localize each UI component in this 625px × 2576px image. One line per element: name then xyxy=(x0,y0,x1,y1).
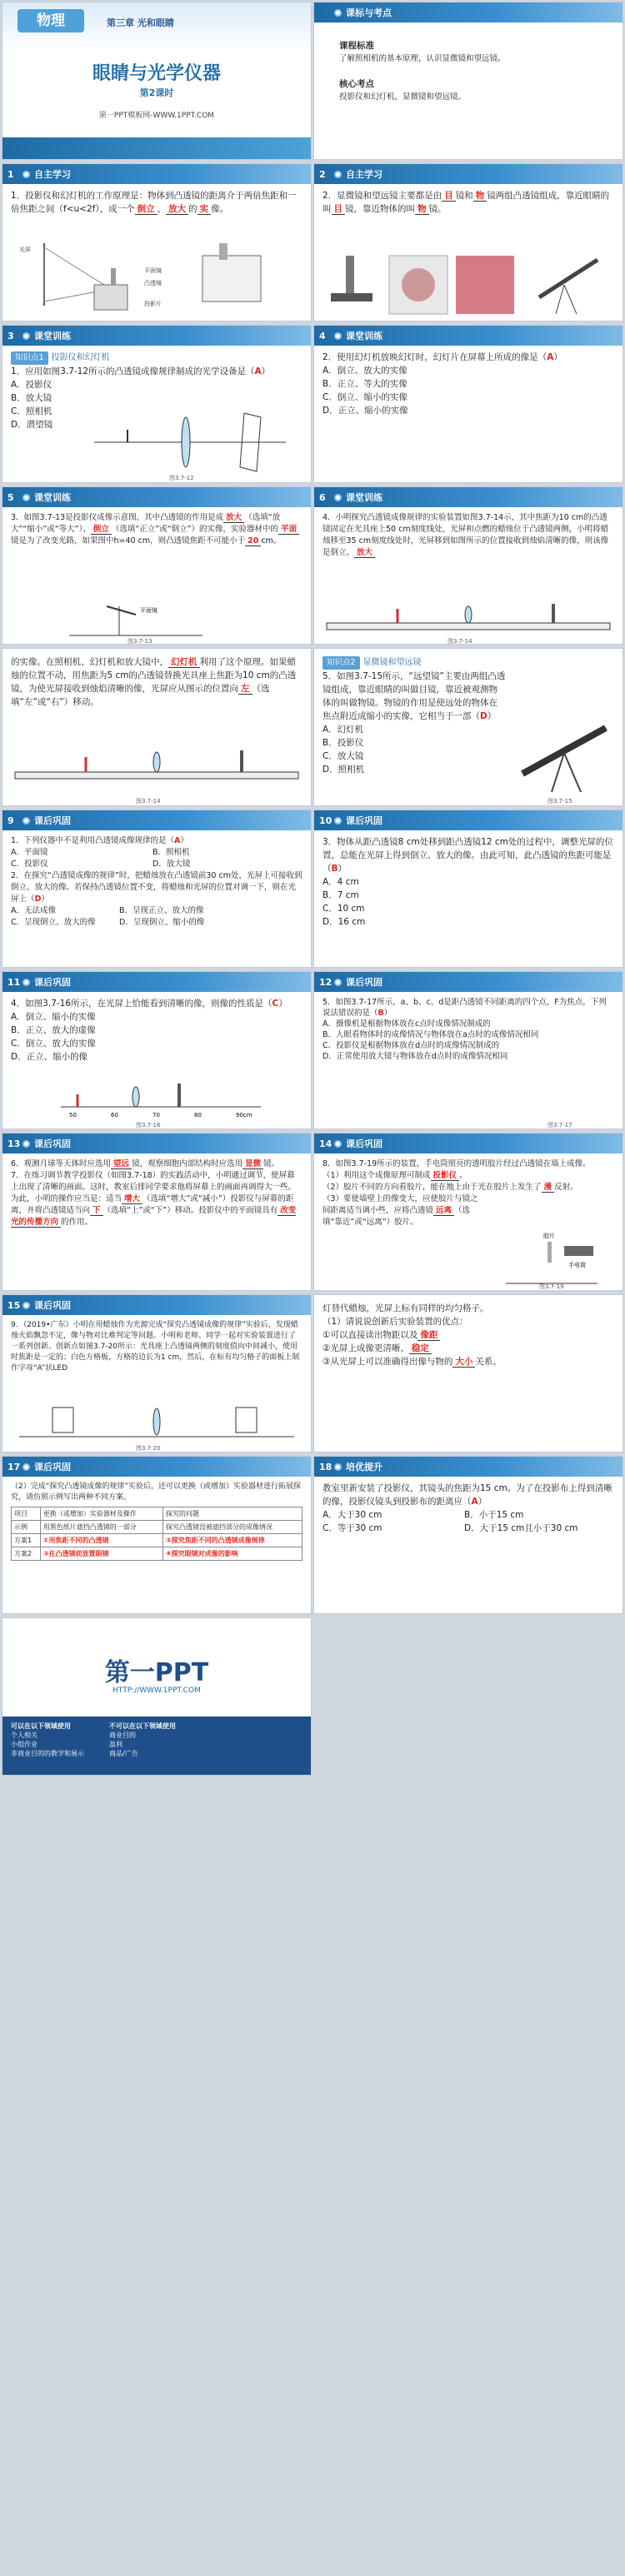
paragraph: 了解照相机的基本原理，认识显微镜和望远镜。 xyxy=(339,54,506,63)
slide-review7: 15 课后巩固 9．（2019•广东）小明在用蜡烛作为光源完成“探究凸透镜成像的规律”实验后，发现蜡烛火焰飘忽不定，像与物对比难判定等问题。小明和老师、同学一起对实验装置进行了一系列创新。创新点如图3.7-20所示：光具座上凸透镜两侧的刻度值向中间减小，使用时焦距是一定的；白色方格板，方格的边长为1 cm，然后，在标有均匀格子的面板上制作字母“A”状LED 图3.7-20 xyxy=(2,1294,312,1452)
slide-standards xyxy=(313,2,623,160)
slide-advanced: 18 培优提升 教室里新安装了投影仪，其镜头的焦距为15 cm。为了在投影布上得到清晰的像，投影仪镜头到投影布的距离应（A） A．大于30 cm B．小于15 cm C．等于30 cm D．大于15 cm且小于30 cm xyxy=(313,1456,623,1614)
slide-q7: 知识点2 显微镜和望远镜 5．如图3.7-15所示，“远望镜”主要由两组凸透镜组成，靠近眼睛的叫做目镜，靠近被观测物体的叫做物镜。物镜的作用是使远处的物体在焦点附近成缩小的实像，它相当于一部（D） A．幻灯机 B．投影仪 C．放大镜 D．照相机 图3.7-15 xyxy=(313,648,623,806)
telescope-image xyxy=(514,715,614,795)
slide-heading: 自主学习 xyxy=(34,169,71,180)
slide-review1: 9 课后巩固 1．下列仪器中不是利用凸透镜成像规律的是（A） A．平面镜 B．照相机 C．投影仪 D．放大镜 2．在探究“凸透镜成像的规律”时，把蜡烛放在凸透镜前30 cm处，光屏上可接收到倒立、放大的像。若保持凸透镜位置不变，将蜡烛和光屏的位置对调一下，则在光屏上（D） A．无法成像 B．呈现正立、放大的像 C．呈现倒立、放大的像 D．呈现倒立、缩小的像 xyxy=(2,810,312,968)
slide-heading: 课后巩固 xyxy=(34,1462,71,1472)
slide-q3: 3 课堂训练 知识点1 投影仪和幻灯机 1．应用如图3.7-12所示的凸透镜成像规律制成的光学设备是（A） A．投影仪 B．放大镜 C．照相机 D．潜望镜 图3.7-12 xyxy=(2,325,312,483)
slide-heading: 课堂训练 xyxy=(34,492,71,503)
svg-text:60: 60 xyxy=(111,1112,118,1119)
slide-review2: 10 课后巩固 3．物体从距凸透镜8 cm处移到距凸透镜12 cm处的过程中，调整光屏的位置，总能在光屏上得到倒立、放大的像。由此可知，此凸透镜的焦距可能是（B） A．4 cm B．7 cm C．10 cm D．16 cm xyxy=(313,810,623,968)
slide-q6-cont: 的实像。在照相机、幻灯机和放大镜中， 幻灯机 利用了这个原理。如果蜡烛的位置不动，用焦距为5 cm的凸透镜替换光具座上焦距为10 cm的凸透镜，为使光屏接收到烛焰清晰的像，光屏应从图示的位置向 左 （选填“左”或“右”）移动。 图3.7-14 xyxy=(2,648,312,806)
slide-heading: 课后巩固 xyxy=(34,1300,71,1311)
slide-cover xyxy=(2,2,312,160)
section-heading: 核心考点 xyxy=(339,79,374,89)
svg-text:70: 70 xyxy=(152,1112,160,1119)
microscope-telescope-images xyxy=(322,247,614,318)
slide-heading: 课后巩固 xyxy=(346,815,382,826)
projector-diagram xyxy=(11,239,302,318)
flashlight-diagram xyxy=(498,1225,614,1288)
slide-heading: 课堂训练 xyxy=(34,331,71,341)
footer-text: 第一PPT模板网-WWW.1PPT.COM xyxy=(98,112,215,120)
svg-text:手电筒: 手电筒 xyxy=(568,1262,586,1268)
optical-bench xyxy=(322,602,614,635)
slide-q5: 5 课堂训练 3．如图3.7-13是投影仪成像示意图，其中凸透镜的作用是成 放大 （选填“放大”“缩小”或“等大”）、 倒立 （选填“正立”或“倒立”）的实像，实验器材中的 平面镜是为了改变光路，如果图中h=40 cm，则凸透镜焦距不可能小于 20 cm。 平面镜 图3.7-13 xyxy=(2,486,312,645)
led-grid-diagram xyxy=(19,1403,294,1441)
paragraph: 投影仪和幻灯机，显微镜和望远镜。 xyxy=(339,92,467,102)
svg-text:凸透镜: 凸透镜 xyxy=(144,280,162,286)
section-heading: 课程标准 xyxy=(339,41,374,51)
slide-heading: 课堂训练 xyxy=(346,331,382,341)
answer: 实 xyxy=(198,204,212,215)
slide-heading: 课堂训练 xyxy=(346,492,382,503)
slide-heading: 课后巩固 xyxy=(346,1139,382,1149)
slide-review4: 12 课后巩固 5．如图3.7-17所示，a、b、c、d是距凸透镜不同距离的四个点，F为焦点，下列说法错误的是（B） A．摄像机是根据物体放在c点时成像情况制成的 B．人眼看物体时的成像情况与物体放在a点时的成像情况相同 C．投影仪是根据物体放在d点时的成像情况制成的 D．正常使用放大镜与物体放在d点时的成像情况相同 图3.7-17 xyxy=(313,971,623,1129)
slide-heading: 课后巩固 xyxy=(34,815,71,826)
answer: 倒立 xyxy=(135,204,158,215)
slide-review3: 11 课后巩固 4．如图3.7-16所示，在光屏上恰能看到清晰的像，则像的性质是（C） A．倒立、缩小的实像 B．正立、放大的虚像 C．倒立、放大的实像 D．正立、缩小的像 50 60 70 80 90cm 图3.7-16 xyxy=(2,971,312,1129)
svg-text:投影片: 投影片 xyxy=(144,301,162,307)
slide-heading: 课后巩固 xyxy=(34,977,71,988)
slide-heading: 课后巩固 xyxy=(34,1139,71,1149)
experiment-table: 项目 更换（或增加）实验器材及操作 探究的问题 示例 用黑色纸片遮挡凸透镜的一部分 探究凸透镜没被遮挡部分的成像情况 方案1 ①用焦距不同的凸透镜 ②探究焦距不同的凸透镜成像规律 方案2 ③在凸透镜前放置眼镜 ④探究眼镜对成像的影响 xyxy=(11,1507,302,1561)
answer: 放大 xyxy=(166,204,188,215)
svg-text:光屏: 光屏 xyxy=(19,247,31,253)
knowledge-tag: 知识点1 xyxy=(11,351,48,365)
slide-q6: 6 课堂训练 4．小明探究凸透镜成像规律的实验装置如图3.7-14示，其中焦距为10 cm的凸透镜固定在光具座上50 cm刻度线处，光屏和点燃的蜡烛位于凸透镜两侧，小明将蜡烛移至35 cm刻度线处时，光屏移到如图所示的位置接收到烛焰清晰的像，则该像是倒立、 放大 图3.7-14 xyxy=(313,486,623,645)
svg-text:胶片: 胶片 xyxy=(543,1233,555,1239)
projector-schematic xyxy=(52,602,219,640)
site-url: HTTP://WWW.1PPT.COM xyxy=(112,1687,201,1695)
slide-number: 1 xyxy=(8,168,14,180)
slide-q4: 4 课堂训练 2．使用幻灯机放映幻灯时，幻灯片在屏幕上所成的像是（A） A．倒立、放大的实像 B．正立、等大的实像 C．倒立、缩小的实像 D．正立、缩小的实像 xyxy=(313,325,623,483)
lesson-label: 第2课时 xyxy=(139,87,174,98)
svg-text:80: 80 xyxy=(194,1112,202,1119)
svg-text:90cm: 90cm xyxy=(236,1112,252,1119)
slide-review7-cont: 灯替代蜡烛，光屏上标有同样的均匀格子。 （1）请说说创新后实验装置的优点： ①可以直接读出物距以及 像距 ②光屏上成像更清晰、 稳定 ③从光屏上可以准确得出像与物的 大小 关系。 xyxy=(313,1294,623,1452)
slide-review6: 14 课后巩固 8．如图3.7-19所示的装置，手电筒照亮的透明胶片经过凸透镜在墙上成像。 （1）利用这个成像原理可制成 投影仪 。 （2）胶片不同的方向看胶片，能在地上由于光在胶片上发生了 漫 反射。 （3）要使墙壁上的像变大，应使胶片与镜之间距离适当调小些，应将凸透镜 远离 （选填“靠近”或“远离”）胶片。 胶片 手电筒 图3.7-19 xyxy=(313,1133,623,1291)
logo: 第一PPT xyxy=(104,1658,209,1687)
ruler-diagram xyxy=(52,1082,269,1119)
slide-heading: 培优提升 xyxy=(346,1462,382,1472)
slide-heading: 课标与考点 xyxy=(346,7,392,18)
chapter-title: 第三章 光和眼睛 xyxy=(107,17,174,28)
svg-text:平面镜: 平面镜 xyxy=(140,607,158,614)
slide-end: 第一PPT HTTP://WWW.1PPT.COM 可以在以下领域使用 个人相关 小组作业 非商业目的的教学和展示 不可以在以下领域使用 商业目的 盈利 商品/广告 xyxy=(2,1617,312,1776)
subject-badge: 物理 xyxy=(18,9,84,32)
slide-heading: 自主学习 xyxy=(346,169,382,180)
page-title: 眼睛与光学仪器 xyxy=(92,63,221,84)
slide-review8: 17 课后巩固 （2）完成“探究凸透镜成像的规律”实验后，还可以更换（或增加）实验器材进行拓展探究，请仿照示例写出两种不同方案。 项目 更换（或增加）实验器材及操作 探究的问题 示例 用黑色纸片遮挡凸透镜的一部分 探究凸透镜没被遮挡部分的成像情况 方案1 ①用焦距不同的凸透镜 ②探究焦距不同的凸透镜成像规律 方案2 ③在凸透镜前放置眼镜 ④探究眼镜对成像的影响 xyxy=(2,1456,312,1614)
svg-text:50: 50 xyxy=(69,1112,77,1119)
lens-diagram xyxy=(94,409,294,476)
slide-q1: 1 自主学习 1．投影仪和幻灯机的工作原理是：物体到凸透镜的距离介于两倍焦距和一倍焦距之间（f<u<2f），成一个 倒立 、 放大 的 实 像。 光屏 平面镜 凸透镜 投影片 xyxy=(2,163,312,321)
slide-review5: 13 课后巩固 6．观测月球等天体时应选用 望远 镜，观察细胞内部结构时应选用 显微 镜。 7．在练习调节教学投影仪（如图3.7-18）的实践活动中，小明通过调节，使屏幕上出现了清晰的画面。这时，教室后排同学要求他将屏幕上的画面再调得大一些。为此，小明的操作应当是：适当 增大 （选填“增大”或“减小”）投影仪与屏幕的距离，并将凸透镜适当向 下 （选填“上”或“下”）移动。投影仪中的平面镜具有 改变光的传播方向 的作用。 xyxy=(2,1133,312,1291)
optical-bench xyxy=(11,747,302,789)
slide-q2: 2 自主学习 2．显微镜和望远镜主要都是由 目 镜和 物 镜两组凸透镜组成，靠近眼睛的叫 目 镜，靠近物体的叫 物 镜。 xyxy=(313,163,623,321)
question-text: 1．投影仪和幻灯机的工作原理是：物体到凸透镜的距离介于两倍焦距和一倍焦距之间（f<u<2f），成一个 xyxy=(11,191,297,214)
svg-text:平面镜: 平面镜 xyxy=(144,267,162,274)
slide-heading: 课后巩固 xyxy=(346,977,382,988)
